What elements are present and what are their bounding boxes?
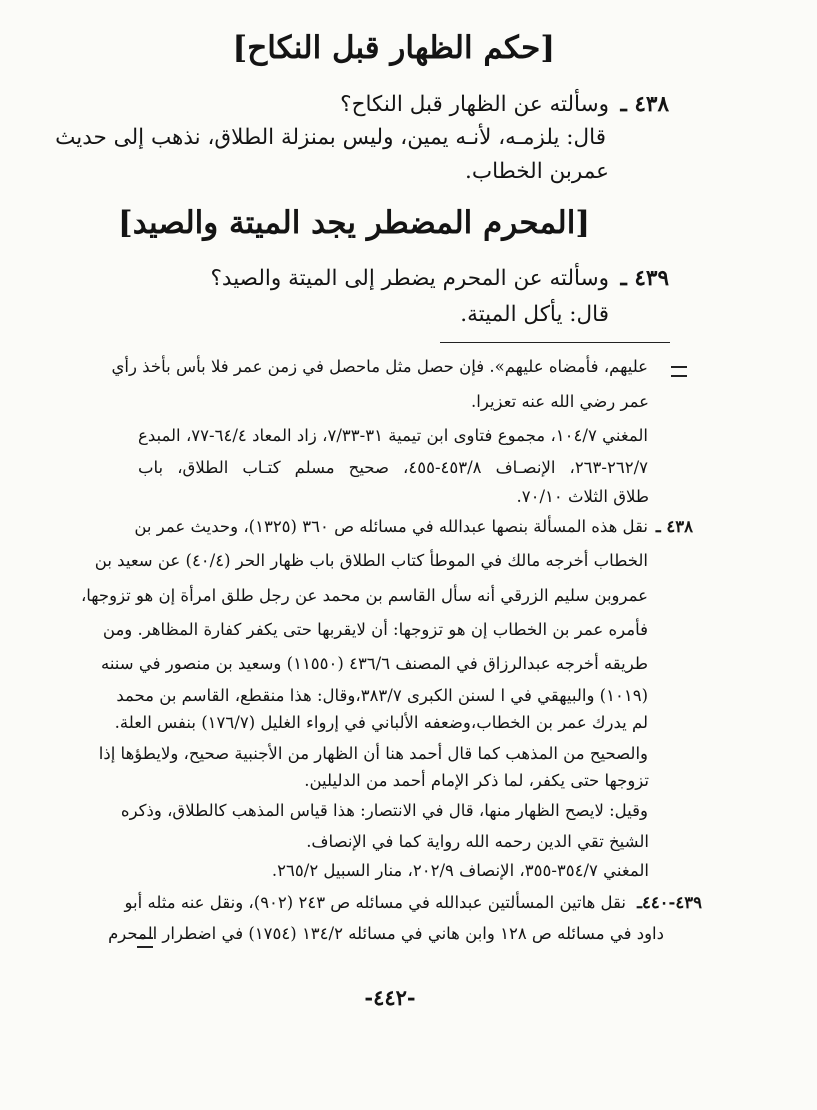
footnote-continued-line: عليهم، فأمضاه عليهم». فإن حصل مثل ماحصل في زمن عمر فلا بأس بأخذ رأي [111, 357, 648, 376]
continuation-mark [671, 366, 687, 377]
footnote-separator [440, 342, 670, 343]
footnote-number-439-440: ٤٣٩-٤٤٠ـ [637, 893, 702, 912]
footnote-438-line: نقل هذه المسألة بنصها عبدالله في مسائله ص ٣٦٠ (١٣٢٥)، وحديث عمر بن [134, 517, 648, 536]
footnote-438-line: عمروبن سليم الزرقي أنه سأل القاسم بن محمد عن رجل طلق امرأة إن هو تزوجها، [80, 586, 648, 605]
continuation-mark [137, 937, 153, 948]
footnote-438-line: الخطاب أخرجه مالك في الموطأ كتاب الطلاق باب ظهار الحر (٤٠/٤) عن سعيد بن [94, 551, 648, 570]
footnote-438-line: لم يدرك عمر بن الخطاب،وضعفه الألباني في إرواء الغليل (١٧٦/٧) بنفس العلة. [114, 713, 648, 732]
footnote-438-line: (١٠١٩) والبيهقي في ا لسنن الكبرى ٣٨٣/٧،وقال: هذا منقطع، القاسم بن محمد [116, 686, 648, 705]
question-number-439: ٤٣٩ ـ [620, 266, 669, 291]
answer-439: قال: يأكل الميتة. [460, 302, 609, 327]
footnote-continued-line: ٢٦٢/٧-٢٦٣، الإنصـاف ٤٥٣/٨-٤٥٥، صحيح مسلم كتـاب الطلاق، باب [138, 458, 648, 477]
footnote-438-line: والصحيح من المذهب كما قال أحمد هنا أن الظهار من الأجنبية صحيح، ولايطؤها إذا [98, 744, 648, 763]
footnote-438-line: وقيل: لايصح الظهار منها، قال في الانتصار: هذا قياس المذهب كالطلاق، وذكره [120, 801, 648, 820]
footnote-438-line: الشيخ تقي الدين رحمه الله رواية كما في الإنصاف. [306, 832, 649, 851]
footnote-438-line: تزوجها حتى يكفر، لما ذكر الإمام أحمد من الدليلين. [304, 771, 649, 790]
question-number-438: ٤٣٨ ـ [620, 92, 669, 117]
answer-438-line-1: قال: يلزمـه، لأنـه يمين، وليس بمنزلة الطلاق، نذهب إلى حديث [55, 125, 606, 150]
question-438: وسألته عن الظهار قبل النكاح؟ [340, 92, 609, 117]
footnote-438-line: فأمره عمر بن الخطاب إن هو تزوجها: أن لايقربها حتى يكفر كفارة المظاهر. ومن [102, 620, 648, 639]
footnote-438-line: طريقه أخرجه عبدالرزاق في المصنف ٤٣٦/٦ (١١٥٥٠) وسعيد بن منصور في سننه [100, 654, 648, 673]
footnote-continued-line: المغني ١٠٤/٧، مجموع فتاوى ابن تيمية ٣١-٧/٣٣، زاد المعاد ٦٤/٤-٧٧، المبدع [138, 426, 648, 445]
footnote-continued-line: عمر رضي الله عنه تعزيرا. [471, 392, 649, 411]
page-number: -٤٤٢- [364, 985, 416, 1010]
question-439: وسألته عن المحرم يضطر إلى الميتة والصيد؟ [210, 266, 609, 291]
section-heading-1: [حكم الظهار قبل النكاح] [232, 30, 555, 66]
answer-438-line-2: عمربن الخطاب. [465, 159, 609, 184]
section-heading-2: [المحرم المضطر يجد الميتة والصيد] [118, 205, 590, 241]
footnote-439-line: داود في مسائله ص ١٢٨ وابن هاني في مسائله ١٣٤/٢ (١٧٥٤) في اضطرار المحرم [108, 924, 664, 943]
footnote-438-line: المغني ٣٥٤/٧-٣٥٥، الإنصاف ٢٠٢/٩، منار السبيل ٢٦٥/٢. [271, 861, 649, 880]
footnote-number-438: ٤٣٨ ـ [655, 517, 693, 536]
footnote-continued-line: طلاق الثلاث ٧٠/١٠. [516, 487, 649, 506]
footnote-439-line: نقل هاتين المسألتين عبدالله في مسائله ص ٢٤٣ (٩٠٢)، ونقل عنه مثله أبو [124, 893, 626, 912]
